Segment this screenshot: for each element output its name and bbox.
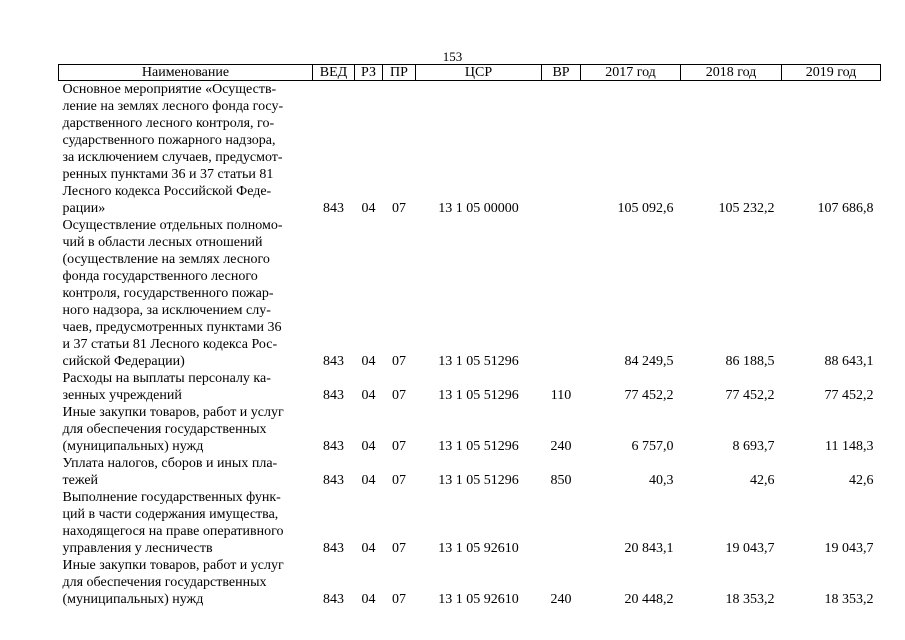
- row-csr: 13 1 05 92610: [438, 592, 519, 607]
- row-2019: 11 148,3: [825, 439, 874, 454]
- table-row: [59, 455, 881, 489]
- row-2017: 40,3: [649, 473, 674, 488]
- row-2017: 20 448,2: [624, 592, 674, 607]
- row-ved: 843: [323, 541, 344, 556]
- row-name: Выполнение государственных функ- ций в части содержания имущества, находящегося на праве оперативного управления у лесничеств: [62, 490, 284, 556]
- row-vr: [542, 217, 581, 370]
- row-name: Иные закупки товаров, работ и услуг для обеспечения государственных (муниципальных) нужд: [62, 405, 284, 454]
- row-pr: 07: [392, 592, 406, 607]
- row-name: Расходы на выплаты персоналу ка- зенных учреждений: [62, 371, 271, 403]
- row-vr: 850: [550, 473, 572, 488]
- row-2018: 86 188,5: [725, 354, 775, 369]
- row-csr: 13 1 05 51296: [438, 354, 519, 369]
- row-ved: 843: [323, 201, 344, 216]
- row-name: Уплата налогов, сборов и иных пла- тежей: [62, 456, 278, 488]
- row-vr: [542, 81, 581, 218]
- row-pr: 07: [392, 473, 406, 488]
- row-name-cell: [59, 455, 313, 489]
- row-name: Иные закупки товаров, работ и услуг для обеспечения государственных (муниципальных) нужд: [62, 558, 284, 607]
- row-vr: 240: [550, 592, 572, 607]
- row-ved: 843: [323, 439, 344, 454]
- row-csr: 13 1 05 00000: [438, 201, 519, 216]
- row-2019: 77 452,2: [824, 388, 874, 403]
- row-name: Осуществление отдельных полномо- чий в области лесных отношений (осуществление на землях лесного фонда государственного лесного контроля, государственного пожар- ного надзора, за исключением слу- чаев, предусмотренных пунктами 36 и 37 статьи 81 Лесного кодекса Рос- сийской Федерации): [62, 218, 283, 369]
- row-pr: 07: [392, 201, 406, 216]
- header-2017: 2017 год: [581, 65, 681, 81]
- row-csr: 13 1 05 92610: [438, 541, 519, 556]
- table-row: [59, 489, 881, 557]
- row-2017: 6 757,0: [631, 439, 674, 454]
- budget-table: [58, 64, 881, 608]
- row-2017: 77 452,2: [624, 388, 674, 403]
- table-row: [59, 217, 881, 370]
- row-name-cell: [59, 81, 313, 218]
- row-ved: 843: [323, 354, 344, 369]
- row-csr: 13 1 05 51296: [438, 388, 519, 403]
- header-rz: РЗ: [355, 65, 383, 81]
- row-2018: 19 043,7: [725, 541, 775, 556]
- row-2017: 105 092,6: [617, 201, 674, 216]
- row-vr: 240: [550, 439, 572, 454]
- table-row: [59, 404, 881, 455]
- row-2018: 105 232,2: [718, 201, 775, 216]
- row-rz: 04: [361, 473, 376, 488]
- row-2018: 77 452,2: [725, 388, 775, 403]
- row-csr: 13 1 05 51296: [438, 473, 519, 488]
- row-2017: 20 843,1: [624, 541, 674, 556]
- row-rz: 04: [361, 354, 376, 369]
- row-pr: 07: [392, 439, 406, 454]
- row-name-cell: [59, 489, 313, 557]
- row-2019: 18 353,2: [824, 592, 874, 607]
- row-2018: 8 693,7: [732, 439, 775, 454]
- row-ved: 843: [323, 473, 344, 488]
- header-2019: 2019 год: [782, 65, 881, 81]
- table-row: [59, 557, 881, 608]
- row-rz: 04: [361, 592, 376, 607]
- row-rz: 04: [361, 388, 376, 403]
- row-2019: 42,6: [849, 473, 874, 488]
- row-rz: 04: [361, 541, 376, 556]
- row-name-cell: [59, 404, 313, 455]
- row-2019: 88 643,1: [824, 354, 874, 369]
- row-ved: 843: [323, 592, 344, 607]
- row-name-cell: [59, 217, 313, 370]
- table-header-row: [59, 65, 881, 81]
- row-2018: 18 353,2: [725, 592, 775, 607]
- row-pr: 07: [392, 541, 406, 556]
- row-name: Основное мероприятие «Осуществ- ление на землях лесного фонда госу- дарственного лесного контроля, го- сударственного пожарного надзора, за исключением случаев, предусмот- ренных пунктами 36 и 37 статьи 81 Лесного кодекса Российской Феде- рации»: [62, 82, 284, 216]
- row-name-cell: [59, 370, 313, 404]
- header-name: Наименование: [59, 65, 313, 81]
- row-vr: 110: [550, 388, 572, 403]
- row-2018: 42,6: [750, 473, 775, 488]
- row-2019: 19 043,7: [824, 541, 874, 556]
- header-ved: ВЕД: [313, 65, 355, 81]
- row-ved: 843: [323, 388, 344, 403]
- header-csr: ЦСР: [416, 65, 542, 81]
- row-pr: 07: [392, 388, 406, 403]
- row-rz: 04: [361, 439, 376, 454]
- table-row: [59, 81, 881, 218]
- row-name-cell: [59, 557, 313, 608]
- table-row: [59, 370, 881, 404]
- header-2018: 2018 год: [681, 65, 782, 81]
- header-pr: ПР: [383, 65, 416, 81]
- row-2017: 84 249,5: [624, 354, 674, 369]
- row-vr: [542, 489, 581, 557]
- row-csr: 13 1 05 51296: [438, 439, 519, 454]
- page-number: 153: [442, 49, 463, 64]
- header-vr: ВР: [542, 65, 581, 81]
- row-2019: 107 686,8: [817, 201, 874, 216]
- row-rz: 04: [361, 201, 376, 216]
- row-pr: 07: [392, 354, 406, 369]
